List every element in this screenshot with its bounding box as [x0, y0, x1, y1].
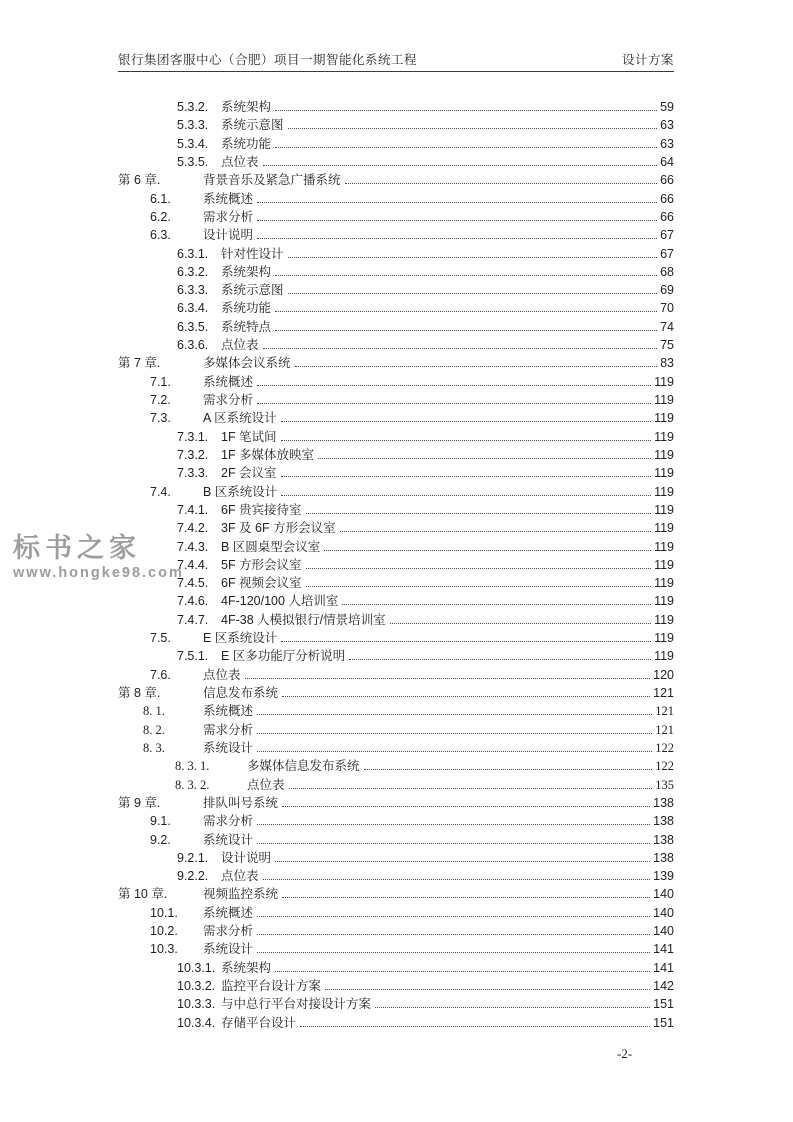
- toc-entry-page: 66: [660, 209, 674, 224]
- toc-entry[interactable]: [118, 683, 674, 701]
- toc-entry[interactable]: [118, 958, 674, 976]
- toc-entry[interactable]: [118, 756, 674, 774]
- dot-leader: [364, 769, 653, 770]
- toc-entry-number: 7.4.2.: [177, 521, 209, 536]
- toc-entry-number: 8. 3. 1.: [175, 759, 210, 774]
- dot-leader: [281, 495, 651, 496]
- dot-leader: [257, 385, 651, 386]
- toc-entry-title: 需求分析: [203, 393, 254, 407]
- toc-entry[interactable]: [118, 1013, 674, 1031]
- toc-entry-title: A 区系统设计: [203, 411, 277, 426]
- toc-entry-page: 140: [653, 924, 674, 939]
- toc-entry[interactable]: [118, 793, 674, 811]
- toc-entry-page: 75: [660, 338, 674, 353]
- toc-entry-page: 121: [655, 722, 674, 737]
- toc-entry[interactable]: [118, 317, 674, 335]
- toc-entry-number: 7.5.1.: [177, 649, 209, 664]
- toc-entry-title: 点位表: [203, 667, 241, 682]
- toc-entry[interactable]: [118, 903, 674, 921]
- dot-leader: [300, 1026, 650, 1027]
- dot-leader: [263, 165, 658, 166]
- toc-entry-title: 需求分析: [203, 814, 254, 829]
- toc-entry-title: 针对性设计: [221, 246, 284, 261]
- toc-entry-page: 138: [653, 832, 674, 847]
- toc-entry-number: 7.3.1.: [177, 429, 209, 444]
- toc-entry-number: 10.3.4.: [177, 1015, 216, 1030]
- toc-entry-number: 7.4.3.: [177, 539, 209, 554]
- toc-entry-page: 67: [660, 246, 674, 261]
- toc-entry-title: 监控平台设计方案: [221, 979, 322, 993]
- toc-entry-title: 5F 方形会议室: [221, 557, 302, 572]
- toc-entry-title: 1F 笔试间: [221, 429, 277, 444]
- toc-entry[interactable]: [118, 884, 674, 902]
- toc-entry-page: 122: [655, 759, 674, 774]
- page-header: [118, 50, 674, 68]
- dot-leader: [281, 476, 652, 477]
- toc-entry-page: 122: [655, 740, 674, 755]
- toc-entry[interactable]: [118, 225, 674, 243]
- toc-entry-page: 69: [660, 283, 674, 298]
- toc-entry[interactable]: [118, 262, 674, 280]
- dot-leader: [324, 550, 651, 551]
- toc-entry[interactable]: [118, 701, 674, 719]
- toc-entry-number: 8. 2.: [143, 722, 165, 737]
- dot-leader: [318, 458, 651, 459]
- dot-leader: [349, 659, 651, 660]
- toc-entry-number: 10.3.2.: [177, 979, 216, 993]
- toc-entry-page: 139: [653, 869, 674, 884]
- toc-entry-number: 6.3.5.: [177, 319, 209, 334]
- toc-entry-page: 119: [654, 576, 674, 591]
- toc-entry-number: 7.4.6.: [177, 594, 209, 609]
- dot-leader: [275, 330, 657, 331]
- toc-entry[interactable]: [118, 390, 674, 408]
- toc-entry-title: 存储平台设计: [221, 1015, 297, 1030]
- toc-entry-title: 多媒体会议系统: [203, 356, 291, 371]
- dot-leader: [306, 586, 652, 587]
- toc-entry[interactable]: [118, 152, 674, 170]
- toc-entry-title: 系统功能: [221, 136, 272, 151]
- watermark-title: 标书之家: [13, 533, 141, 563]
- dot-leader: [257, 220, 657, 221]
- toc-entry-page: 140: [653, 887, 674, 902]
- dot-leader: [245, 678, 651, 679]
- toc-entry-title: 2F 会议室: [221, 466, 277, 481]
- dot-leader: [257, 403, 651, 404]
- toc-entry[interactable]: [118, 591, 674, 609]
- toc-entry-page: 141: [653, 960, 674, 975]
- dot-leader: [257, 843, 650, 844]
- toc-entry-page: 66: [660, 173, 674, 188]
- toc-entry-title: 设计说明: [203, 228, 254, 243]
- toc-entry-page: 119: [654, 393, 674, 407]
- toc-entry-page: 66: [660, 191, 674, 206]
- toc-entry-number: 7.3.: [150, 411, 171, 426]
- toc-entry-title: 3F 及 6F 方形会议室: [221, 521, 336, 536]
- toc-entry[interactable]: [118, 720, 674, 738]
- toc-entry-page: 119: [654, 411, 674, 426]
- dot-leader: [257, 202, 657, 203]
- toc-entry-number: 10.2.: [150, 924, 178, 939]
- toc-entry-title: 系统架构: [221, 264, 272, 279]
- toc-entry[interactable]: [118, 848, 674, 866]
- toc-entry-page: 119: [654, 502, 674, 517]
- dot-leader: [263, 348, 658, 349]
- dot-leader: [275, 861, 650, 862]
- toc-entry-number: 7.4.5.: [177, 576, 209, 591]
- toc-entry-title: 点位表: [221, 338, 259, 353]
- toc-entry-number: 7.4.: [150, 484, 171, 499]
- toc-entry-number: 第 6 章.: [118, 173, 161, 188]
- toc-entry[interactable]: [118, 939, 674, 957]
- toc-entry-page: 119: [654, 594, 674, 609]
- dot-leader: [306, 513, 652, 514]
- toc-entry-page: 119: [654, 631, 674, 646]
- toc-entry-number: 7.2.: [150, 393, 171, 407]
- toc-entry[interactable]: [118, 573, 674, 591]
- toc-entry[interactable]: [118, 610, 674, 628]
- dot-leader: [342, 604, 651, 605]
- dot-leader: [257, 733, 652, 734]
- toc-entry-title: 系统概述: [203, 905, 254, 920]
- toc-entry-page: 151: [653, 997, 674, 1012]
- toc-entry-title: 系统设计: [203, 832, 254, 847]
- toc-entry[interactable]: [118, 537, 674, 555]
- toc-entry-number: 10.1.: [150, 905, 178, 920]
- dot-leader: [263, 879, 651, 880]
- dot-leader: [295, 366, 658, 367]
- toc-entry-title: 系统设计: [203, 942, 254, 957]
- toc-entry-number: 第 10 章.: [118, 887, 168, 902]
- toc-entry[interactable]: [118, 97, 674, 115]
- toc-entry-page: 120: [653, 667, 674, 682]
- toc-entry-number: 6.3.4.: [177, 301, 209, 316]
- dot-leader: [325, 989, 650, 990]
- toc-entry[interactable]: [118, 830, 674, 848]
- toc-entry[interactable]: [118, 518, 674, 536]
- dot-leader: [275, 147, 657, 148]
- header-left-title: 银行集团客服中心（合肥）项目一期智能化系统工程: [118, 53, 418, 67]
- toc-entry-title: 6F 视频会议室: [221, 576, 302, 591]
- footer-page-number: -2-: [617, 1046, 633, 1061]
- toc-entry[interactable]: [118, 665, 674, 683]
- dot-leader: [257, 952, 650, 953]
- toc-entry-page: 59: [660, 100, 674, 114]
- toc-entry-page: 63: [660, 136, 674, 151]
- toc-entry-page: 119: [654, 649, 674, 664]
- toc-entry[interactable]: [118, 445, 674, 463]
- toc-entry-number: 10.3.: [150, 942, 178, 957]
- header-rule: [118, 71, 674, 72]
- toc-entry[interactable]: [118, 463, 674, 481]
- toc-entry-title: E 区系统设计: [203, 631, 278, 646]
- toc-entry-page: 119: [654, 557, 674, 572]
- toc-entry-page: 119: [654, 521, 674, 536]
- toc-entry-title: 系统特点: [221, 319, 272, 334]
- toc-entry-number: 6.3.2.: [177, 264, 209, 279]
- dot-leader: [281, 641, 651, 642]
- toc-entry-number: 6.3.1.: [177, 246, 209, 261]
- toc-entry-page: 68: [660, 264, 674, 279]
- toc-entry[interactable]: [118, 298, 674, 316]
- toc-entry-title: 系统概述: [203, 374, 254, 389]
- dot-leader: [281, 440, 652, 441]
- toc-entry-number: 6.1.: [150, 191, 171, 206]
- dot-leader: [257, 916, 650, 917]
- toc-entry-page: 135: [655, 777, 674, 792]
- toc-entry-page: 83: [660, 356, 674, 371]
- toc-entry-number: 第 8 章.: [118, 686, 161, 700]
- toc-entry[interactable]: [118, 866, 674, 884]
- dot-leader: [340, 531, 651, 532]
- toc-entry-number: 7.4.1.: [177, 502, 209, 517]
- toc-entry-number: 8. 3. 2.: [175, 777, 210, 792]
- dot-leader: [288, 293, 658, 294]
- toc-entry-title: 设计说明: [221, 850, 272, 865]
- toc-entry-number: 7.4.4.: [177, 557, 209, 572]
- toc-entry-page: 119: [654, 374, 674, 389]
- toc-entry[interactable]: [118, 189, 674, 207]
- toc-entry-number: 6.3.: [150, 228, 171, 243]
- toc-entry-number: 5.3.4.: [177, 136, 209, 151]
- toc-entry-title: 需求分析: [203, 209, 254, 224]
- toc-entry-title: 系统功能: [221, 301, 272, 316]
- toc-entry-title: B 区圆桌型会议室: [221, 539, 321, 554]
- toc-entry-title: 背景音乐及紧急广播系统: [203, 173, 341, 188]
- toc-entry-page: 138: [653, 814, 674, 829]
- toc-entry[interactable]: [118, 134, 674, 152]
- toc-entry-title: 系统示意图: [221, 283, 284, 298]
- dot-leader: [282, 897, 650, 898]
- toc-entry[interactable]: [118, 280, 674, 298]
- toc-entry-number: 5.3.5.: [177, 154, 209, 169]
- toc-entry-title: 视频监控系统: [203, 887, 279, 902]
- toc-entry-number: 7.3.3.: [177, 466, 209, 481]
- toc-entry-page: 140: [653, 905, 674, 920]
- toc-entry-number: 8. 1.: [143, 704, 165, 719]
- toc-entry-number: 7.5.: [150, 631, 171, 646]
- toc-entry-page: 119: [654, 429, 674, 444]
- toc-entry-title: 系统示意图: [221, 118, 284, 133]
- dot-leader: [257, 714, 652, 715]
- toc-entry[interactable]: [118, 170, 674, 188]
- toc-entry-title: B 区系统设计: [203, 484, 278, 499]
- toc-entry[interactable]: [118, 335, 674, 353]
- header-right-label: 设计方案: [621, 53, 674, 67]
- toc-entry-title: 4F-120/100 人培训室: [221, 594, 339, 609]
- toc-entry[interactable]: [118, 115, 674, 133]
- toc-entry-page: 138: [653, 850, 674, 865]
- toc-entry-page: 121: [655, 704, 674, 719]
- toc-entry-title: 需求分析: [203, 924, 254, 939]
- dot-leader: [306, 568, 652, 569]
- toc-entry-number: 6.2.: [150, 209, 171, 224]
- toc-entry-number: 9.2.2.: [177, 869, 209, 884]
- toc-entry-title: 与中总行平台对接设计方案: [221, 997, 372, 1012]
- toc-entry-number: 7.1.: [150, 374, 171, 389]
- toc-entry-title: 点位表: [221, 154, 259, 169]
- toc-entry-number: 10.3.1.: [177, 960, 216, 975]
- toc-entry[interactable]: [118, 738, 674, 756]
- toc-entry-number: 6.3.3.: [177, 283, 209, 298]
- toc-entry-page: 119: [654, 447, 674, 462]
- dot-leader: [275, 971, 650, 972]
- toc-entry[interactable]: [118, 482, 674, 500]
- dot-leader: [275, 311, 657, 312]
- watermark-url: www.hongke98.com: [13, 565, 184, 581]
- dot-leader: [257, 934, 650, 935]
- toc-entry[interactable]: [118, 775, 674, 793]
- dot-leader: [390, 623, 651, 624]
- dot-leader: [282, 806, 650, 807]
- toc-entry-page: 70: [660, 301, 674, 316]
- dot-leader: [288, 128, 658, 129]
- toc-entry-number: 6.3.6.: [177, 338, 209, 353]
- toc-entry[interactable]: [118, 555, 674, 573]
- toc-entry-title: 点位表: [221, 869, 259, 884]
- toc-entry-title: 需求分析: [203, 722, 254, 737]
- toc-entry-number: 9.2.: [150, 832, 171, 847]
- toc-entry-title: 点位表: [247, 777, 285, 792]
- dot-leader: [257, 751, 652, 752]
- toc-entry[interactable]: [118, 994, 674, 1012]
- toc-entry-page: 63: [660, 118, 674, 133]
- toc-entry-title: 系统设计: [203, 740, 254, 755]
- toc-entry-title: 信息发布系统: [203, 686, 279, 700]
- dot-leader: [281, 421, 651, 422]
- toc-entry-title: 系统概述: [203, 704, 254, 719]
- toc-entry[interactable]: [118, 372, 674, 390]
- toc-entry[interactable]: [118, 244, 674, 262]
- toc-entry-page: 119: [654, 484, 674, 499]
- toc-entry-page: 138: [653, 795, 674, 810]
- toc-entry[interactable]: [118, 976, 674, 994]
- toc-entry-number: 第 7 章.: [118, 356, 161, 371]
- dot-leader: [257, 238, 657, 239]
- dot-leader: [288, 257, 658, 258]
- toc-entry-title: 1F 多媒体放映室: [221, 447, 315, 462]
- toc-entry-title: E 区多功能厅分析说明: [221, 649, 346, 664]
- toc-entry[interactable]: [118, 207, 674, 225]
- toc-entry[interactable]: [118, 500, 674, 518]
- toc-entry-number: 5.3.3.: [177, 118, 209, 133]
- toc-entry-page: 119: [654, 466, 674, 481]
- toc-entry-number: 5.3.2.: [177, 100, 209, 114]
- toc-entry-page: 119: [654, 612, 674, 627]
- dot-leader: [257, 824, 650, 825]
- toc-entry[interactable]: [118, 353, 674, 371]
- toc-entry-title: 系统架构: [221, 100, 272, 114]
- toc-entry-page: 141: [653, 942, 674, 957]
- toc-entry[interactable]: [118, 408, 674, 426]
- toc-entry-title: 排队叫号系统: [203, 795, 279, 810]
- toc-entry-title: 系统架构: [221, 960, 272, 975]
- toc-entry-title: 多媒体信息发布系统: [247, 759, 360, 774]
- toc-entry[interactable]: [118, 811, 674, 829]
- dot-leader: [282, 696, 650, 697]
- dot-leader: [275, 275, 657, 276]
- dot-leader: [345, 183, 658, 184]
- toc-entry-page: 67: [660, 228, 674, 243]
- toc-entry-number: 第 9 章.: [118, 795, 161, 810]
- toc-entry-number: 7.4.7.: [177, 612, 209, 627]
- toc-entry-number: 10.3.3.: [177, 997, 216, 1012]
- toc-entry-page: 142: [653, 979, 674, 993]
- toc-entry[interactable]: [118, 628, 674, 646]
- toc-entry-title: 系统概述: [203, 191, 254, 206]
- toc-entry-page: 119: [654, 539, 674, 554]
- toc-entry-title: 6F 贵宾接待室: [221, 502, 302, 517]
- toc-entry[interactable]: [118, 646, 674, 664]
- dot-leader: [289, 788, 653, 789]
- toc-entry-page: 74: [660, 319, 674, 334]
- toc-entry-page: 64: [660, 154, 674, 169]
- toc-entry-number: 9.2.1.: [177, 850, 209, 865]
- toc-entry[interactable]: [118, 921, 674, 939]
- toc-entry-page: 151: [653, 1015, 674, 1030]
- toc-entry-number: 7.3.2.: [177, 447, 209, 462]
- toc-entry-number: 7.6.: [150, 667, 171, 682]
- dot-leader: [275, 110, 657, 111]
- toc-entry-title: 4F-38 人模拟银行/情景培训室: [221, 612, 386, 627]
- toc-entry-page: 121: [653, 686, 674, 700]
- toc-entry-number: 9.1.: [150, 814, 171, 829]
- table-of-contents: [118, 97, 674, 1031]
- toc-entry[interactable]: [118, 427, 674, 445]
- dot-leader: [375, 1007, 650, 1008]
- toc-entry-number: 8. 3.: [143, 740, 165, 755]
